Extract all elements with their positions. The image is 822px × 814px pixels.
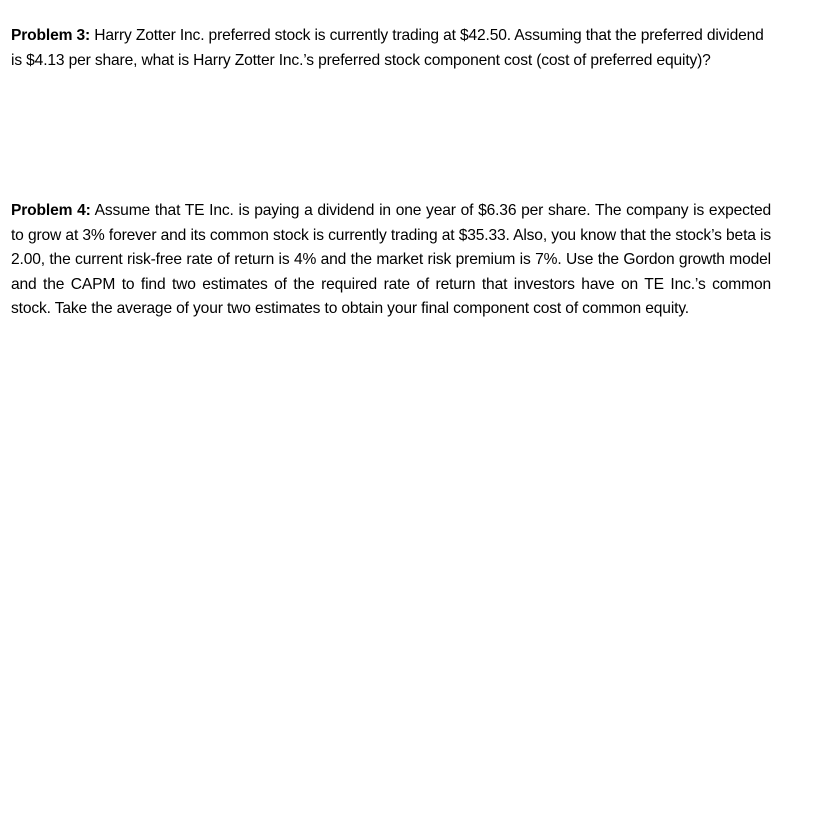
problem-3-paragraph: [11, 24, 771, 73]
problem-4-text: Assume that TE Inc. is paying a dividend in one year of $6.36 per share. The company is expected to grow at 3% forever and its common stock is currently trading at $35.33. Also, you know that the stock’s beta is 2.00, the current risk-free rate of return is 4% and the market risk premium is 7%. Use the Gordon growth model and the CAPM to find two estimates of the required rate of return that investors have on TE Inc.’s common stock. Take the average of your two estimates to obtain your final component cost of common equity.: [11, 202, 772, 318]
problem-3-label: Problem 3:: [11, 27, 91, 44]
problem-3-text: Harry Zotter Inc. preferred stock is currently trading at $42.50. Assuming that the preferred dividend is $4.13 per share, what is Harry Zotter Inc.’s preferred stock component cost (cost of preferred equity)?: [11, 27, 764, 69]
problem-4-paragraph: [11, 199, 771, 322]
problem-4-label: Problem 4:: [11, 202, 91, 219]
